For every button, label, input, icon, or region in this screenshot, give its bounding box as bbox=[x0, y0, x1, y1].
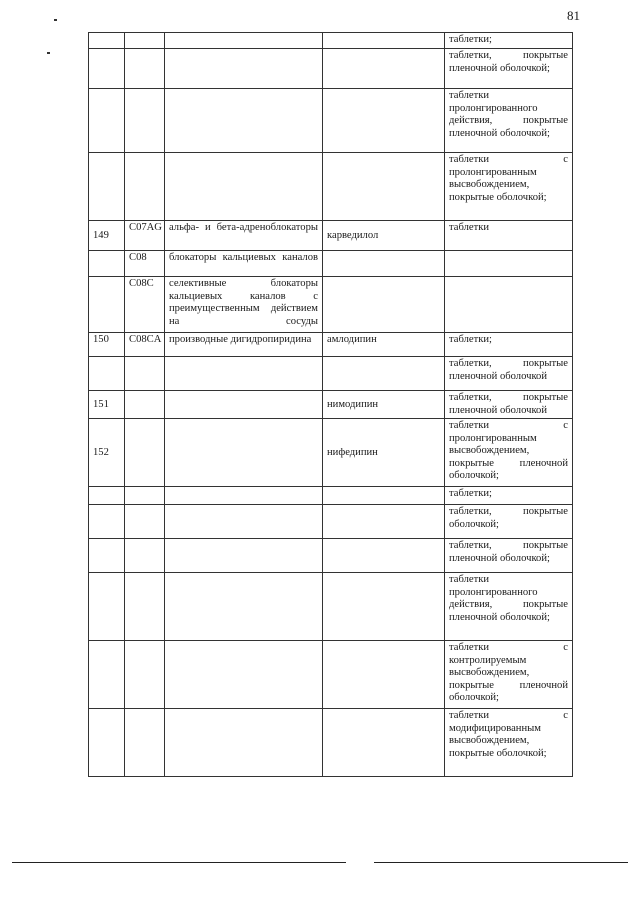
pharm-group-cell bbox=[165, 709, 323, 777]
pharm-group-cell bbox=[165, 391, 323, 419]
table-row bbox=[89, 573, 573, 641]
footer-rule-left bbox=[12, 862, 346, 863]
pharm-group-cell bbox=[165, 573, 323, 641]
dosage-form-cell: таблетки с контролируемым высвобождением, покрытые пленочной оболочкой; bbox=[445, 641, 573, 709]
atc-code-cell bbox=[125, 357, 165, 391]
drug-name-cell bbox=[323, 277, 445, 333]
pharm-group-cell: альфа- и бета-адреноблокаторы bbox=[165, 221, 323, 251]
dosage-form-cell bbox=[445, 277, 573, 333]
footer-rule-right bbox=[374, 862, 628, 863]
scan-speck bbox=[47, 52, 50, 54]
drug-name-cell bbox=[323, 357, 445, 391]
pharm-group-cell bbox=[165, 357, 323, 391]
pharm-group-cell bbox=[165, 539, 323, 573]
table-row bbox=[89, 221, 573, 251]
table-row bbox=[89, 333, 573, 357]
pharm-group-cell bbox=[165, 153, 323, 221]
dosage-form-cell: таблетки, покрытые пленочной оболочкой bbox=[445, 357, 573, 391]
table-row bbox=[89, 49, 573, 89]
table-row bbox=[89, 391, 573, 419]
atc-code-cell bbox=[125, 89, 165, 153]
row-number-cell bbox=[89, 33, 125, 49]
drug-name-cell bbox=[323, 539, 445, 573]
atc-code-cell: C08 bbox=[125, 251, 165, 277]
dosage-form-cell: таблетки, покрытые пленочной оболочкой; bbox=[445, 49, 573, 89]
atc-code-cell bbox=[125, 573, 165, 641]
atc-code-cell bbox=[125, 391, 165, 419]
atc-code-cell bbox=[125, 641, 165, 709]
table-row bbox=[89, 251, 573, 277]
dosage-form-cell: таблетки пролонгированного действия, покрытые пленочной оболочкой; bbox=[445, 573, 573, 641]
table-row bbox=[89, 539, 573, 573]
atc-code-cell bbox=[125, 33, 165, 49]
drug-name-cell bbox=[323, 505, 445, 539]
dosage-form-cell: таблетки; bbox=[445, 333, 573, 357]
pharm-group-cell: блокаторы кальциевых каналов bbox=[165, 251, 323, 277]
pharm-group-cell: производные дигидропиридина bbox=[165, 333, 323, 357]
drug-name-cell bbox=[323, 89, 445, 153]
atc-code-cell bbox=[125, 153, 165, 221]
atc-code-cell bbox=[125, 49, 165, 89]
table-row bbox=[89, 487, 573, 505]
row-number-cell bbox=[89, 487, 125, 505]
row-number-cell bbox=[89, 49, 125, 89]
dosage-form-cell: таблетки пролонгированного действия, покрытые пленочной оболочкой; bbox=[445, 89, 573, 153]
dosage-form-cell: таблетки, покрытые пленочной оболочкой; bbox=[445, 539, 573, 573]
drug-name-cell bbox=[323, 49, 445, 89]
row-number-cell bbox=[89, 539, 125, 573]
pharm-group-cell bbox=[165, 505, 323, 539]
row-number-cell bbox=[89, 641, 125, 709]
table-row bbox=[89, 153, 573, 221]
drug-name-cell bbox=[323, 573, 445, 641]
dosage-form-cell: таблетки, покрытые оболочкой; bbox=[445, 505, 573, 539]
dosage-form-cell: таблетки; bbox=[445, 487, 573, 505]
row-number-cell bbox=[89, 573, 125, 641]
atc-code-cell bbox=[125, 709, 165, 777]
row-number-cell: 152 bbox=[89, 419, 125, 487]
table-row bbox=[89, 89, 573, 153]
pharm-group-cell bbox=[165, 89, 323, 153]
drug-name-cell: нифедипин bbox=[323, 419, 445, 487]
drug-name-cell bbox=[323, 487, 445, 505]
dosage-form-cell: таблетки с модифицированным высвобождением, покрытые оболочкой; bbox=[445, 709, 573, 777]
table-row bbox=[89, 419, 573, 487]
drug-name-cell bbox=[323, 153, 445, 221]
pharm-group-cell bbox=[165, 487, 323, 505]
atc-code-cell: C08CA bbox=[125, 333, 165, 357]
table-row bbox=[89, 33, 573, 49]
dosage-form-cell: таблетки с пролонгированным высвобождением, покрытые оболочкой; bbox=[445, 153, 573, 221]
row-number-cell bbox=[89, 709, 125, 777]
dosage-form-cell bbox=[445, 251, 573, 277]
drug-name-cell: карведилол bbox=[323, 221, 445, 251]
drug-name-cell bbox=[323, 709, 445, 777]
table-row bbox=[89, 505, 573, 539]
row-number-cell bbox=[89, 251, 125, 277]
atc-code-cell: C08C bbox=[125, 277, 165, 333]
dosage-form-cell: таблетки с пролонгированным высвобождением, покрытые пленочной оболочкой; bbox=[445, 419, 573, 487]
table-row bbox=[89, 709, 573, 777]
table-row bbox=[89, 641, 573, 709]
drug-name-cell bbox=[323, 33, 445, 49]
pharm-group-cell: селективные блокаторы кальциевых каналов с преимущественным действием на сосуды bbox=[165, 277, 323, 333]
dosage-form-cell: таблетки, покрытые пленочной оболочкой bbox=[445, 391, 573, 419]
atc-code-cell bbox=[125, 505, 165, 539]
row-number-cell bbox=[89, 357, 125, 391]
atc-code-cell: C07AG bbox=[125, 221, 165, 251]
atc-code-cell bbox=[125, 539, 165, 573]
row-number-cell bbox=[89, 153, 125, 221]
scan-speck bbox=[54, 19, 57, 21]
table-row bbox=[89, 277, 573, 333]
table-body bbox=[89, 33, 573, 777]
atc-code-cell bbox=[125, 419, 165, 487]
row-number-cell: 150 bbox=[89, 333, 125, 357]
drug-name-cell: нимодипин bbox=[323, 391, 445, 419]
pharm-group-cell bbox=[165, 49, 323, 89]
drug-name-cell: амлодипин bbox=[323, 333, 445, 357]
pharm-group-cell bbox=[165, 641, 323, 709]
dosage-form-cell: таблетки; bbox=[445, 33, 573, 49]
drug-name-cell bbox=[323, 251, 445, 277]
row-number-cell bbox=[89, 505, 125, 539]
drug-table bbox=[88, 32, 573, 777]
dosage-form-cell: таблетки bbox=[445, 221, 573, 251]
drug-name-cell bbox=[323, 641, 445, 709]
table-row bbox=[89, 357, 573, 391]
row-number-cell bbox=[89, 277, 125, 333]
pharm-group-cell bbox=[165, 33, 323, 49]
pharm-group-cell bbox=[165, 419, 323, 487]
row-number-cell bbox=[89, 89, 125, 153]
page-number: 81 bbox=[567, 8, 580, 23]
row-number-cell: 151 bbox=[89, 391, 125, 419]
atc-code-cell bbox=[125, 487, 165, 505]
row-number-cell: 149 bbox=[89, 221, 125, 251]
